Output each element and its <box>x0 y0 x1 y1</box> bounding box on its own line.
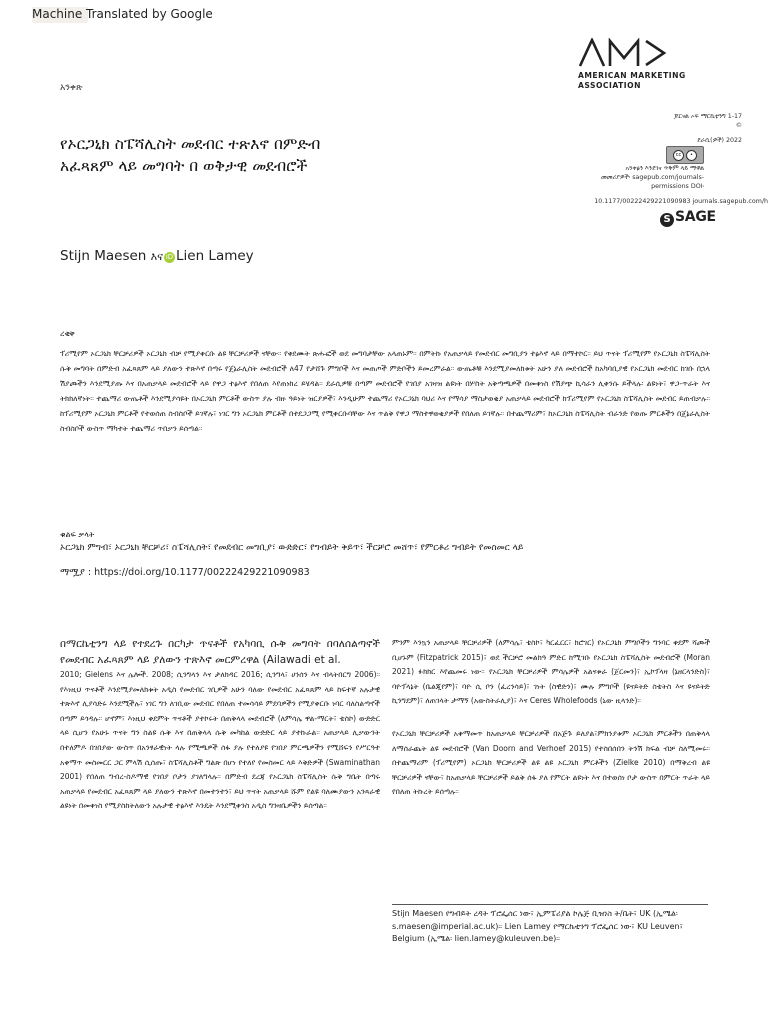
footnote-divider <box>392 904 708 905</box>
journal-name: ጆርናል ኦፍ ማርኬቲንግ 1-17 <box>673 113 742 120</box>
doi-line <box>60 567 310 578</box>
abstract-heading: ረቂቅ <box>60 329 75 338</box>
right-paragraph-2: የኦርጋኒክ ቸርቻሪዎች አቀማመጥ ከአጠቃላይ ቸርቻሪዎች በአጅጉ ይለያል፣ምክንያቱም ኦርጋኒክ ምርቶችን በጠቅላላ ለማሰራጨት ልዩ መደብሮች (Van Doorn and Verhoef 2015) የተስበሰበን ትንሽ ክፍል ብቻ ስለሚመሩ። በተጨማሪም (ፕሪሚየም) ኦርጋኒክ ቸርቻሪዎች ልዩ ልዩ ኦርጋኒክ ምርቶችን (Zielke 2010) በማቅረብ ልዩ ቸርቻሪዎች ናቸው፣ ከአጠቃላይ ቸርቻሪዎች ይልቅ ሰፋ ያለ የምርት ልዩነት እና በተወሰነ ቦታ ውስጥ በምርት ጥራት ላይ የበለጠ ትኩረት ይሰጣሉ። <box>392 728 710 797</box>
author-list <box>60 248 254 264</box>
doi-link[interactable]: https://doi.org/10.1177/00222429221090983 <box>94 567 310 578</box>
ama-logo-mark <box>578 38 670 68</box>
copyright-symbol: © <box>735 122 742 129</box>
keywords-heading: ቁልፍ ቃላት <box>60 530 95 539</box>
section-label: አንቀጽ <box>60 83 83 93</box>
right-paragraph-1: ምንም እንኳን አጠቃላይ ቸርቻሪዎች (ለምሳሌ፣ ቴስኮ፣ ካርፈርር፣ ክሮገር) የኦርጋኒክ ምግቦችን ግንባር ቀደም ሻጮች ቢሆኑም (Fitzpatrick 2015)፣ ወደ ችርቻሮ መልክዓ ምድር ከሚገቡ የኦርጋኒክ ስፔሻሊስት መደብሮች (Moran 2021) ፉክክር እየጨመሩ ነው። የኦርጋኒክ ቸርቻሪዎች ምሳሌዎች አልናቱራ (ጀርመን)፣ ኢኮፕላዛ (ኔዘርላንድስ)፣ ባዮፕላኔት (ቤልጂየም)፣ ባዮ ሲ ቦን (ፈረንሳይ)፣ ገነት (ስዊድን)፣ ሙሉ ምግቦች (ዩናይትድ ስቴትስ እና ዩናይትድ ኪንግደም)፣ ለጠገላት ታማኝ (አውስትራሊያ)፣ እና Ceres Wholefoods (ኒው ዚላንድ)። <box>392 638 710 706</box>
sage-wordmark: SAGE <box>675 209 716 225</box>
journal-meta <box>674 112 742 145</box>
reuse-guidelines <box>601 164 704 191</box>
orcid-icon[interactable]: iD <box>165 253 174 261</box>
reuse-line3: permissions DOI፡ <box>651 183 704 190</box>
cc-icon: cc <box>673 150 684 161</box>
reuse-link[interactable]: መመሪያዎች፡ sagepub.com/journals- <box>600 174 704 181</box>
paragraph-gap <box>392 709 710 727</box>
article-title: የኦርጋኒክ ስፔሻሊስት መደብር ተጽእኖ በምድብ አፈጻጸም ላይ መግባት በ ወቅታዊ መደብሮች <box>60 135 321 175</box>
left-lead-paragraph: በማርኬቲንግ ላይ የተደረጉ በርካታ ጥናቶች የአካባቢ ሱቅ መግባት በባለሰልጣኖች የመደብር አፈጻጸም ላይ ያለውን ተጽእኖ መርምረዋል (Ailawadi et al. <box>60 638 380 666</box>
body-left-column <box>60 636 380 814</box>
keywords-text: ኦርጋኒክ ምግብ፣ ኦርጋኒክ ቸርቻሪ፣ ስፔሻሊስት፣ የመደብር መግቢያ፣ ውድድር፣ የግብይት ቅይጥ፣ ችርቻሮ መሸጥ፣ የምርቶሪ ግብይት የመስመር ላይ <box>60 543 524 553</box>
doi-label: ማሟያ : <box>60 567 92 578</box>
ama-line1: AMERICAN MARKETING <box>578 71 686 80</box>
by-icon: • <box>686 150 697 161</box>
banner-text: Machine Translated by Google <box>32 7 213 21</box>
author-footnote: Stijn Maesen የግብይት ረዳት ፕሮፌሰር ነው፣ ኢምፔሪያል ኮሌጅ ቢዝነስ ት/ቤት፣ UK (ኢሜል፡ s.maesen@imperial.ac.uk)። Lien Lamey የማርኬቲንግ ፕሮፌሰር ነው፣ KU Leuven፣ Belgium (ኢሜል፡ lien.lamey@kuleuven.be)። <box>392 909 683 943</box>
sage-logo <box>660 209 716 227</box>
copyright-year: ደራሲ(ዎች) 2022 <box>697 137 742 144</box>
ama-logo <box>578 38 718 91</box>
machine-translation-banner <box>32 7 213 21</box>
author-lamey[interactable]: Lien Lamey <box>176 248 254 264</box>
author-maesen[interactable]: Stijn Maesen <box>60 248 147 264</box>
ama-wordmark <box>578 71 718 91</box>
sage-icon: S <box>660 213 674 227</box>
body-right-column <box>392 636 710 800</box>
reuse-line1: አንቀፅን እንደገና ጥቅም ላይ ማዋል <box>625 165 704 172</box>
creative-commons-badge[interactable] <box>666 146 704 164</box>
journal-doi[interactable]: 10.1177/00222429221090983 journals.sagepub.com/h <box>594 198 768 205</box>
abstract-text: ፕሪሚየም ኦርጋኒክ ቸርቻሪዎች ኦርጋኒክ ብቻ የሚያቀርቡ ልዩ ቸርቻሪዎች ናቸው። የቀደሙት ጽሑፎች ወደ መግባታቸው አላጠኑም። በምትኩ የአጠቃላይ የመደብር መግቢያን ተፅእኖ ላይ በማተኮር። ይህ ጥናት ፕሪሚየም የኦርጋኒክ ስፔሻሊስት ሱቅ መግባት በምድብ አፈጻጸም ላይ ያለውን ተጽእኖ በጣሩ የጄኔራሊስት መደብሮች ለ47 የታሸጉ ምግቦች እና መጠጦች ምድቦችን ይመረምራል። ውጤቶቹ እንደሚያመለክቱት አሁን ያለ መደብሮች ከአካባቢያዊ የኦርጋኒክ መደብር ከገቡ በኋላ ሽያጮችን እንደሚያጡ እና በአጠቃላይ መደብሮች ላይ የዋጋ ተፅእኖ የበለጠ እየጠነከረ ይሄዳል። ደራሲዎቹ በጣም መደብሮች የገበያ አገዛዝ ልዩነት በሦስት አቅጣጫዎች በመቀነስ የሽያጭ ኪሳራን ሊቀንሱ ይችላሉ፡ ልዩነት፣ ዋጋ-ጥራት እና ትክክለኛነት። ተጨማሪ ውጤቶች እንደሚያሳዩት በኦርጋኒክ ምርቶች ውስጥ ያሉ ብዙ ዓይነት ዝርያዎች፣ እንዲሁም ተጨማሪ የኦርጋኒክ ባህሪ እና የማሳያ ማስታወቂያ አጠቃላይ መደብሮች ከፕሪሚየም የኦርጋኒክ ስፔሻሊስት መደብር ይጠብቃሉ። ከፕሪሚየም ኦርጋኒክ ምርቶች የተወሰጠ ስብስቦች ይገኛሉ፣ ነገር ግን ኦርጋኒክ ምርቶች በተደጋጋሚ የሚቀርቡባቸው እና ጥልቅ የዋጋ ማስተዋወቂያዎች የበለጠ ይገኛሉ። በተጨማሪም፣ ከኦርጋኒክ ስፔሻሊስት ብራንድ የወጡ ምርቶችን በጄኔራሊስት ስብስቦች ውስጥ ማካተት ተጨማሪ ጥበቃን ይሰጣል። <box>60 349 710 433</box>
ama-line2: ASSOCIATION <box>578 81 641 90</box>
author-separator: እና <box>150 250 163 263</box>
left-body-paragraph: 2010; Gielens እና ሌሎች. 2008; ሲንግላን እና ታለክዳር 2016; ሲንግላ፣ ሀንሰን እና ብላትበርግ 2006)። የእነዚህ ጥናቶች እንደሚያመለክቱት አዲስ የመደብር ገቢዎች አሁን ባለው የመደብር አፈጻጸም ላይ ከፍተኛ አሉታዊ ተጽእኖ ሊያሳድሩ እንደሚችሉ፣ ነገር ግን ለገቢው መደብር የበለጠ ተመሳሳይ ምደባዎችን የሚያቀርቡ ነባር ባለስልጣኖች በጣም ይጎዳሉ። ሆኖም፣ እነዚህ ቀደምት ጥናቶች ያተኮሩት በጠቅላላ መደብሮች (ለምሳሌ ዋል-ማርት፣ ቴስኮ) ውድድር ላይ ሲሆን የአሁኑ ጥናት ግን ስልዩ ሱቅ እና በጠቅላላ ሱቅ መካከል ውድድር ላይ ያተኩራል። አጠቃላይ ሊቃውንት በተለምዶ በገበያው ውስጥ በአንፃራዊነት ላሉ የሚጫዎች ሰፋ ያሉ የተለያዩ የገበያ ምርጫዎችን የሚሸፍን የሥርዓተ አቀማጥ መስመርር ጋር ምላሽ ሲሰጡ፣ ስፔሻሊስቶች ግልጽ በሆነ የተለየ የመስመር ላይ እቅድዎች (Swaminathan 2001) የበለጠ ግብረ-ስዶማዊ የገበያ ቦታን ያገለግላሉ። በምድብ ደረጃ የኦርጋኒክ ስፔሻሊስት ሱቅ ግቤት በጣሩ አጠቃላይ የመደብር አፈጻጸም ላይ ያለውን ተጽእኖ በመተንተን፣ ይህ ጥናት አጠቃላይ ሹም የልዩ ባለሙያውን አንጻራዊ ልዩነት በመቀነስ የሚያስከትለውን አሉታዊ ተፅእኖ እንዴት እንደሚቀንስ አዲስ ግንዛቤዎችን ይሰጣል። <box>60 670 380 811</box>
